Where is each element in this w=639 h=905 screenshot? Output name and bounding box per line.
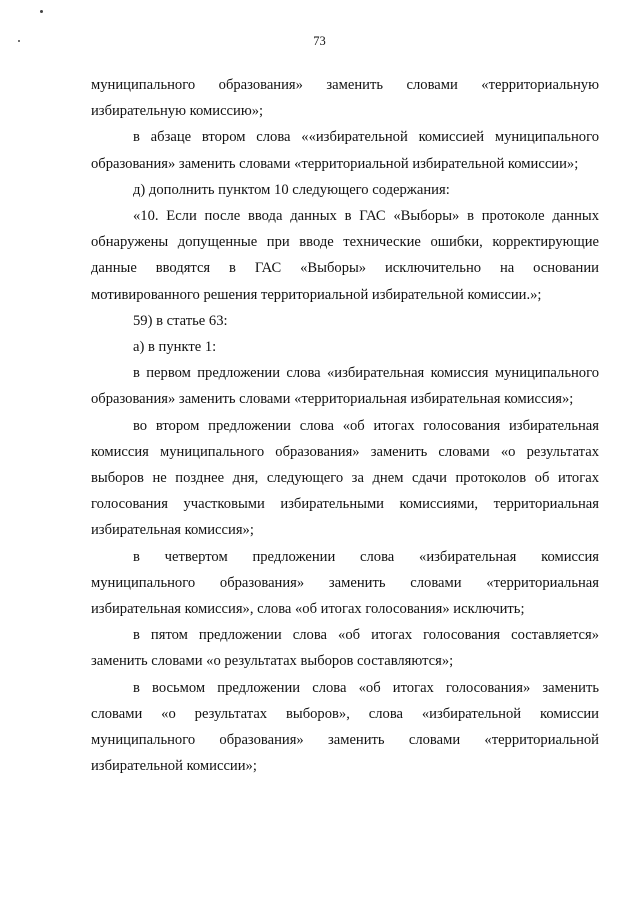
text-line: комиссия муниципального образования» заменить словами «о результатах bbox=[91, 443, 599, 460]
paragraph bbox=[91, 124, 599, 176]
paragraph bbox=[91, 203, 599, 308]
paragraph bbox=[91, 413, 599, 544]
paragraph bbox=[91, 308, 599, 334]
text-line: избирательная комиссия»; bbox=[91, 522, 254, 539]
text-line: избирательную комиссию»; bbox=[91, 103, 264, 120]
text-line: избирательной комиссии»; bbox=[91, 758, 257, 775]
text-line: 59) в статье 63: bbox=[133, 312, 228, 329]
paragraph bbox=[91, 544, 599, 623]
text-line: в абзаце втором слова ««избирательной комиссией муниципального bbox=[133, 129, 599, 146]
text-line: муниципального образования» заменить словами «территориальная bbox=[91, 574, 599, 591]
text-line: избирательная комиссия», слова «об итогах голосования» исключить; bbox=[91, 601, 525, 618]
paragraph bbox=[91, 622, 599, 674]
text-line: в первом предложении слова «избирательная комиссия муниципального bbox=[133, 365, 599, 382]
document-body bbox=[91, 72, 599, 779]
text-line: словами «о результатах выборов», слова «избирательной комиссии bbox=[91, 705, 599, 722]
text-line: в пятом предложении слова «об итогах голосования составляется» bbox=[133, 627, 599, 644]
text-line: голосования участковыми избирательными комиссиями, территориальная bbox=[91, 496, 599, 513]
text-line: в четвертом предложении слова «избирательная комиссия bbox=[133, 548, 599, 565]
paragraph bbox=[91, 334, 599, 360]
text-line: «10. Если после ввода данных в ГАС «Выборы» в протоколе данных bbox=[133, 208, 599, 225]
text-line: а) в пункте 1: bbox=[133, 339, 217, 356]
text-line: данные вводятся в ГАС «Выборы» исключительно на основании bbox=[91, 260, 599, 277]
text-line: заменить словами «о результатах выборов составляются»; bbox=[91, 653, 454, 670]
text-line: выборов не позднее дня, следующего за днем сдачи протоколов об итогах bbox=[91, 470, 599, 487]
text-line: д) дополнить пунктом 10 следующего содержания: bbox=[133, 181, 450, 198]
text-line: мотивированного решения территориальной избирательной комиссии.»; bbox=[91, 286, 542, 303]
text-line: образования» заменить словами «территориальной избирательной комиссии»; bbox=[91, 155, 579, 172]
text-line: образования» заменить словами «территориальная избирательная комиссия»; bbox=[91, 391, 574, 408]
page-number: 73 bbox=[313, 34, 326, 48]
text-line: во втором предложении слова «об итогах голосования избирательная bbox=[133, 417, 599, 434]
paragraph bbox=[91, 675, 599, 780]
paragraph bbox=[91, 360, 599, 412]
paragraph bbox=[91, 177, 599, 203]
text-line: муниципального образования» заменить словами «территориальную bbox=[91, 77, 599, 93]
text-line: муниципального образования» заменить словами «территориальной bbox=[91, 732, 599, 749]
text-line: в восьмом предложении слова «об итогах голосования» заменить bbox=[133, 679, 599, 696]
paragraph bbox=[91, 72, 599, 124]
text-line: обнаружены допущенные при вводе технические ошибки, корректирующие bbox=[91, 234, 599, 251]
scan-speck bbox=[40, 10, 43, 13]
